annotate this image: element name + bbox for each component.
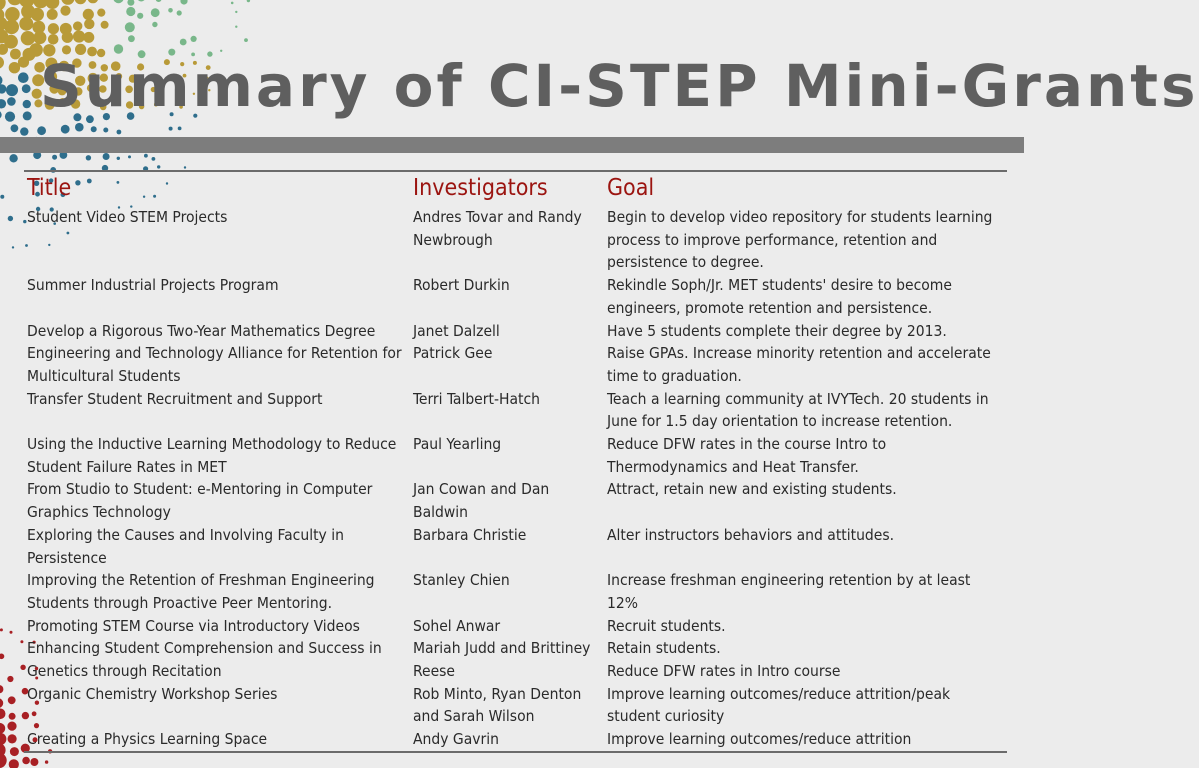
- decor-dot: [235, 11, 237, 13]
- table-row: [24, 637, 1007, 682]
- decor-dot: [30, 758, 38, 766]
- decor-dot: [75, 123, 84, 132]
- decor-dot: [0, 628, 3, 631]
- decor-dot: [8, 216, 13, 221]
- decor-dot: [0, 75, 3, 86]
- cell-goal: Attract, retain new and existing students.: [607, 480, 897, 499]
- decor-dot: [48, 34, 59, 45]
- decor-dot: [7, 97, 16, 106]
- decor-dot: [152, 22, 157, 27]
- decor-dot: [86, 155, 91, 160]
- cell-goal: Improve learning outcomes/reduce attrition/peak student curiosity: [607, 684, 951, 726]
- decor-dot: [169, 127, 173, 131]
- table-row: [24, 274, 1007, 319]
- decor-dot: [156, 0, 162, 2]
- decor-dot: [0, 195, 4, 199]
- decor-dot: [235, 26, 237, 28]
- decor-dot: [8, 734, 17, 743]
- table-row: [24, 569, 1007, 614]
- cell-goal: Begin to develop video repository for students learning process to improve performance, retention and persistence to degree.: [607, 208, 993, 272]
- decor-dot: [18, 72, 29, 83]
- decor-dot: [126, 7, 135, 16]
- decor-dot: [231, 2, 234, 5]
- decor-dot: [180, 39, 187, 46]
- decor-dot: [47, 9, 58, 20]
- decor-dot: [62, 32, 73, 43]
- decor-dot: [75, 0, 87, 4]
- grants-table-container: [24, 170, 1007, 753]
- table-row: [24, 342, 1007, 387]
- cell-investigators: Rob Minto, Ryan Denton and Sarah Wilson: [413, 684, 582, 726]
- decor-dot: [8, 696, 16, 704]
- decor-dot: [103, 128, 108, 133]
- decor-dot: [60, 6, 70, 16]
- cell-investigators: Terri Talbert-Hatch: [413, 389, 540, 408]
- decor-dot: [127, 0, 134, 6]
- table-row: [24, 615, 1007, 638]
- decor-dot: [137, 0, 146, 2]
- cell-investigators: Paul Yearling: [413, 435, 502, 454]
- decor-dot: [0, 685, 3, 693]
- cell-investigators: Sohel Anwar: [413, 616, 501, 635]
- cell-goal: Alter instructors behaviors and attitudes.: [607, 525, 895, 544]
- table-row: [24, 478, 1007, 523]
- decor-dot: [61, 0, 74, 5]
- decor-dot: [117, 157, 120, 160]
- column-header-title: Title: [24, 171, 410, 206]
- decor-dot: [46, 0, 60, 9]
- decor-dot: [6, 84, 18, 96]
- cell-goal: Improve learning outcomes/reduce attrition: [604, 728, 1007, 752]
- decor-dot: [128, 35, 135, 42]
- decor-dot: [9, 713, 16, 720]
- decor-dot: [144, 154, 148, 158]
- decor-dot: [184, 166, 186, 168]
- cell-investigators: Andy Gavrin: [410, 728, 604, 752]
- cell-title: Improving the Retention of Freshman Engineering Students through Proactive Peer Mentoring.: [27, 571, 375, 612]
- cell-title: Promoting STEM Course via Introductory Videos: [27, 616, 360, 635]
- table-row: [24, 320, 1007, 343]
- decor-dot: [191, 36, 197, 42]
- decor-dot: [244, 38, 248, 42]
- cell-title: Using the Inductive Learning Methodology to Reduce Student Failure Rates in MET: [27, 435, 397, 476]
- decor-dot: [0, 654, 4, 660]
- decor-dot: [0, 110, 2, 119]
- decor-dot: [0, 56, 4, 68]
- cell-title: Develop a Rigorous Two-Year Mathematics Degree: [27, 321, 376, 340]
- decor-dot: [177, 10, 182, 15]
- decor-dot: [33, 31, 46, 44]
- cell-title: Enhancing Student Comprehension and Success in Genetics through Recitation: [27, 639, 382, 681]
- decor-dot: [23, 100, 31, 108]
- cell-title: Organic Chemistry Workshop Series: [27, 684, 278, 703]
- decor-dot: [22, 84, 31, 93]
- cell-goal: Reduce DFW rates in the course Intro to Thermodynamics and Heat Transfer.: [607, 435, 887, 476]
- decor-dot: [0, 99, 6, 108]
- cell-goal: Increase freshman engineering retention by at least 12%: [607, 571, 971, 612]
- cell-goal: Retain students. Reduce DFW rates in Intro course: [607, 639, 841, 681]
- column-header-goal: Goal: [604, 171, 1007, 206]
- table-row: [24, 433, 1007, 478]
- decor-dot: [83, 9, 94, 20]
- decor-dot: [18, 57, 29, 68]
- decor-dot: [10, 631, 13, 634]
- cell-title: Engineering and Technology Alliance for Retention for Multicultural Students: [27, 344, 402, 385]
- column-header-investigators: Investigators: [410, 171, 604, 206]
- cell-investigators: Stanley Chien: [413, 571, 510, 590]
- decor-dot: [84, 19, 94, 29]
- decor-dot: [83, 32, 94, 43]
- decor-dot: [45, 760, 48, 763]
- cell-goal: Have 5 students complete their degree by 2013.: [607, 321, 947, 340]
- decor-dot: [178, 126, 182, 130]
- decor-dot: [97, 9, 105, 17]
- decor-dot: [151, 8, 160, 17]
- decor-dot: [0, 753, 7, 768]
- decor-dot: [113, 0, 124, 3]
- decor-dot: [0, 84, 6, 93]
- cell-goal: Raise GPAs. Increase minority retention and accelerate time to graduation.: [607, 344, 991, 385]
- cell-investigators: Jan Cowan and Dan Baldwin: [413, 480, 550, 522]
- decor-dot: [117, 130, 122, 135]
- decor-dot: [23, 111, 32, 120]
- table-row: [24, 388, 1007, 433]
- cell-title: Exploring the Causes and Involving Faculty in Persistence: [27, 525, 344, 567]
- cell-title: Transfer Student Recruitment and Support: [27, 389, 323, 408]
- decor-dot: [10, 49, 21, 60]
- decor-dot: [7, 722, 16, 731]
- cell-investigators: Patrick Gee: [413, 344, 493, 363]
- table-row: [24, 206, 1007, 274]
- decor-dot: [7, 676, 13, 682]
- decor-dot: [157, 165, 160, 168]
- grants-table: [24, 170, 1007, 753]
- decor-dot: [11, 124, 19, 132]
- decor-dot: [101, 21, 109, 29]
- decor-dot: [247, 0, 250, 2]
- decor-dot: [48, 23, 59, 34]
- decor-dot: [0, 733, 6, 745]
- page-title: Summary of CI-STEP Mini-Grants: [40, 52, 1199, 120]
- table-row: [24, 524, 1007, 569]
- decor-dot: [73, 21, 82, 30]
- cell-investigators: Robert Durkin: [413, 276, 510, 295]
- decor-dot: [5, 112, 15, 122]
- cell-goal: Recruit students.: [607, 616, 726, 635]
- decor-dot: [128, 155, 131, 158]
- cell-investigators: Janet Dalzell: [413, 321, 500, 340]
- decor-dot: [137, 13, 143, 19]
- decor-dot: [19, 17, 33, 31]
- decor-dot: [152, 157, 156, 161]
- cell-investigators: Mariah Judd and Brittiney Reese: [413, 639, 591, 681]
- decor-dot: [73, 30, 85, 42]
- cell-investigators: Barbara Christie: [413, 525, 527, 544]
- decor-dot: [168, 8, 173, 13]
- cell-goal: Teach a learning community at IVYTech. 20 students in June for 1.5 day orientation to increase retention.: [607, 389, 989, 431]
- decor-dot: [91, 126, 97, 132]
- decor-dot: [20, 640, 23, 643]
- decor-dot: [20, 127, 28, 135]
- decor-dot: [0, 698, 3, 708]
- decor-dot: [103, 153, 110, 160]
- cell-title: Summer Industrial Projects Program: [27, 276, 279, 295]
- decor-dot: [9, 154, 17, 162]
- decor-dot: [37, 126, 46, 135]
- cell-title: Student Video STEM Projects: [27, 208, 228, 226]
- decor-dot: [87, 0, 98, 3]
- table-body: [24, 206, 1007, 752]
- title-divider-bar: [0, 137, 1024, 153]
- decor-dot: [5, 7, 20, 22]
- decor-dot: [31, 8, 44, 21]
- decor-dot: [61, 125, 70, 134]
- decor-dot: [22, 757, 30, 765]
- decor-dot: [0, 723, 5, 734]
- decor-dot: [9, 759, 19, 768]
- table-header-row: [24, 171, 1007, 206]
- cell-investigators: Andres Tovar and Randy Newbrough: [413, 208, 582, 249]
- cell-goal: Rekindle Soph/Jr. MET students' desire to become engineers, promote retention and persistence.: [607, 276, 952, 317]
- decor-dot: [52, 155, 57, 160]
- decor-dot: [125, 22, 135, 32]
- cell-title: From Studio to Student: e-Mentoring in Computer Graphics Technology: [27, 480, 373, 522]
- decor-dot: [180, 0, 187, 5]
- table-row: [24, 683, 1007, 728]
- decor-dot: [21, 31, 35, 45]
- decor-dot: [10, 747, 19, 756]
- table-row: [24, 728, 1007, 752]
- decor-dot: [12, 246, 14, 248]
- cell-title: Creating a Physics Learning Space: [24, 728, 410, 752]
- decor-dot: [0, 709, 6, 720]
